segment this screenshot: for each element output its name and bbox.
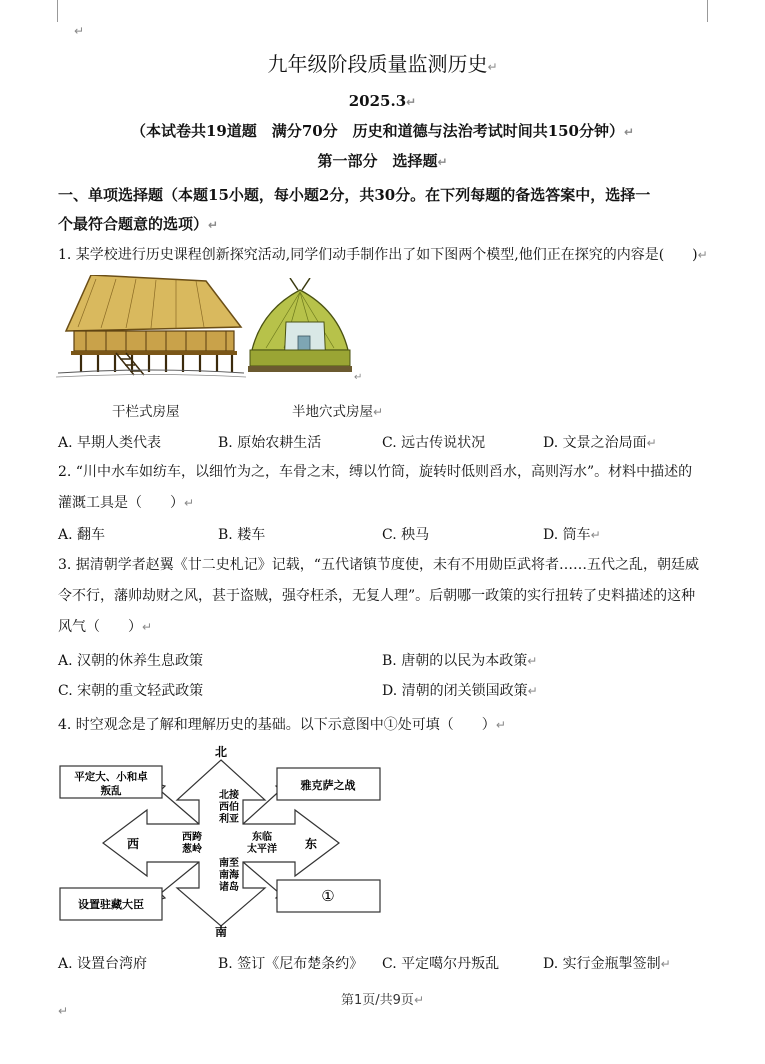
page-title: 九年级阶段质量监测历史↵ [267,52,498,76]
q1-option-a[interactable]: A. 早期人类代表 [58,435,162,451]
exam-date: 2025.3↵ [348,92,417,110]
arrow-east-line2: 太平洋 [247,844,277,855]
q4-option-a[interactable]: A. 设置台湾府 [58,956,148,972]
box-bottom-left-label: 设置驻藏大臣 [78,898,144,911]
q4-option-c[interactable]: C. 平定噶尔丹叛乱 [382,956,500,972]
crop-mark-left [57,0,58,22]
q2-option-c[interactable]: C. 秧马 [382,527,430,543]
stilt-house-image [56,275,246,380]
q3-option-a[interactable]: A. 汉朝的休养生息政策 [58,653,204,669]
box-bottom-right-label: ① [321,887,335,905]
box-top-left-line2: 叛乱 [100,785,122,797]
box-top-right-label: 雅克萨之战 [300,779,356,792]
page-footer: 第1页/共9页↵ [341,993,424,1008]
exam-info: （本试卷共19道题 满分70分 历史和道德与法治考试时间共150分钟）↵ [130,122,635,140]
stilt-house-caption: 干栏式房屋 [112,404,180,420]
arrow-south-line1: 南至 [219,858,239,869]
q4-option-b[interactable]: B. 签订《尼布楚条约》 [218,956,364,972]
semi-subterranean-house-caption: 半地穴式房屋↵ [292,404,384,420]
paragraph-mark-bottom: ↵ [58,1004,69,1018]
direction-east: 东 [304,837,318,851]
arrow-north-line3: 利亚 [219,814,239,825]
paragraph-mark: ↵ [74,24,85,38]
arrow-east-line1: 东临 [252,832,272,843]
question-2-stem: 2. “川中水车如纺车，以细竹为之，车骨之末，缚以竹筒，旋转时低则舀水，高则泻水”。材料中描述的 灌溉工具是（ ）↵ [58,464,693,511]
section-heading: 一、单项选择题（本题15小题，每小题2分，共30分。在下列每题的备选答案中，选择一 个最符合题意的选项）↵ [58,186,651,233]
q2-option-b[interactable]: B. 耧车 [218,527,266,543]
semi-subterranean-house-image [246,278,362,382]
q1-option-c[interactable]: C. 远古传说状况 [382,435,486,451]
q4-option-d[interactable]: D. 实行金瓶掣签制↵ [543,956,671,972]
q1-option-d[interactable]: D. 文景之治局面↵ [543,435,657,451]
arrow-south-line2: 南海 [219,870,239,881]
arrow-west-line2: 葱岭 [182,844,202,855]
direction-south: 南 [214,925,228,937]
q3-option-b[interactable]: B. 唐朝的以民为本政策↵ [382,653,538,669]
arrow-north-line1: 北接 [219,790,239,801]
arrow-west-line1: 西跨 [182,832,202,843]
direction-north: 北 [214,745,228,759]
question-3-stem: 3. 据清朝学者赵翼《廿二史札记》记载，“五代诸镇节度使，未有不用勋臣武将者……五代之乱，朝廷威 令不行，藩帅劫财之风，甚于盗贼，强夺枉杀，无复人理”。后朝哪一政策的实行扭转了史料描述的这种 风气（ ）↵ [58,557,699,635]
crop-mark-right [707,0,708,22]
q1-option-b[interactable]: B. 原始农耕生活 [218,435,322,451]
q2-option-d[interactable]: D. 筒车↵ [543,527,601,543]
arrow-north-line2: 西伯 [219,802,239,813]
part-heading: 第一部分 选择题↵ [317,152,448,170]
question-4-stem: 4. 时空观念是了解和理解历史的基础。以下示意图中①处可填（ ）↵ [58,717,506,733]
q3-option-c[interactable]: C. 宋朝的重文轻武政策 [58,683,204,699]
q2-option-a[interactable]: A. 翻车 [58,527,106,543]
question-1-stem: 1. 某学校进行历史课程创新探究活动,同学们动手制作出了如下图两个模型,他们正在探究的内容是( )↵ [58,247,708,263]
box-top-left-line1: 平定大、小和卓 [74,771,148,783]
q3-option-d[interactable]: D. 清朝的闭关锁国政策↵ [382,683,538,699]
svg-text:↵: ↵ [354,372,362,382]
arrow-south-line3: 诸岛 [219,882,239,893]
direction-west: 西 [126,837,140,851]
territory-diagram [55,742,400,937]
